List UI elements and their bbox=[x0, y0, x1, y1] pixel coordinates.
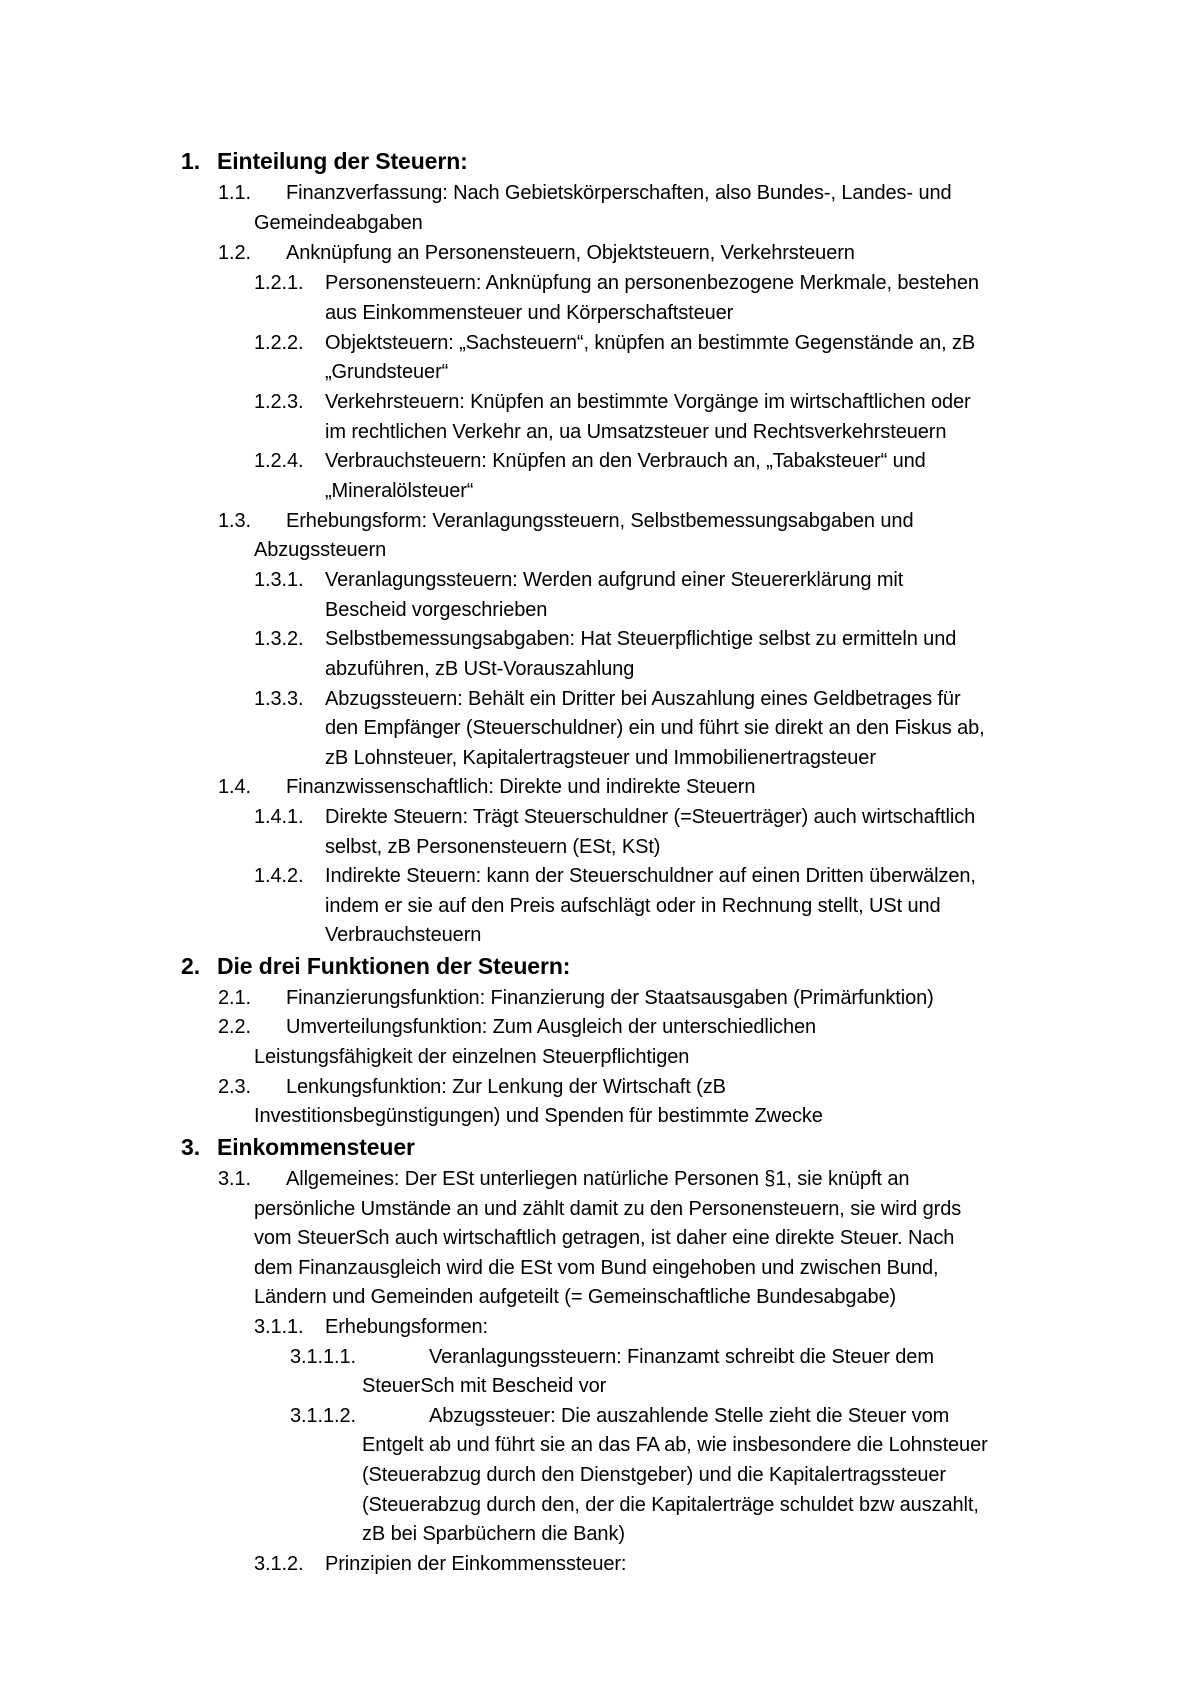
item-text: „Grundsteuer“ bbox=[325, 361, 449, 383]
item-number: 3.1.1.2. bbox=[290, 1405, 356, 1427]
item-number: 1.3.2. bbox=[254, 628, 304, 650]
item-text: Allgemeines: Der ESt unterliegen natürliche Personen §1, sie knüpft an bbox=[286, 1168, 910, 1190]
section-title: Die drei Funktionen der Steuern: bbox=[217, 953, 571, 979]
item-number: 1.3.3. bbox=[254, 688, 304, 710]
item-text: Bescheid vorgeschrieben bbox=[325, 599, 548, 621]
section-title: Einkommensteuer bbox=[217, 1134, 415, 1160]
item-text: Leistungsfähigkeit der einzelnen Steuerpflichtigen bbox=[254, 1046, 690, 1068]
item-text: Verbrauchsteuern bbox=[325, 924, 482, 946]
item-number: 1.4.1. bbox=[254, 806, 304, 828]
item-number: 3.1.1. bbox=[254, 1316, 304, 1338]
item-text: Investitionsbegünstigungen) und Spenden für bestimmte Zwecke bbox=[254, 1105, 823, 1127]
item-text: Finanzierungsfunktion: Finanzierung der Staatsausgaben (Primärfunktion) bbox=[286, 987, 934, 1009]
item-text: Abzugssteuer: Die auszahlende Stelle zieht die Steuer vom bbox=[429, 1405, 950, 1427]
item-text: vom SteuerSch auch wirtschaftlich getragen, ist daher eine direkte Steuer. Nach bbox=[254, 1227, 955, 1249]
section-number: 2. bbox=[181, 953, 200, 979]
item-text: zB bei Sparbüchern die Bank) bbox=[362, 1523, 625, 1545]
item-text: SteuerSch mit Bescheid vor bbox=[362, 1375, 607, 1397]
item-text: Abzugssteuern: Behält ein Dritter bei Auszahlung eines Geldbetrages für bbox=[325, 688, 961, 710]
item-text: Direkte Steuern: Trägt Steuerschuldner (=Steuerträger) auch wirtschaftlich bbox=[325, 806, 976, 828]
item-number: 1.2.2. bbox=[254, 332, 304, 354]
item-number: 3.1.2. bbox=[254, 1553, 304, 1575]
section-number: 1. bbox=[181, 148, 200, 174]
item-number: 3.1. bbox=[218, 1168, 251, 1190]
item-text: Ländern und Gemeinden aufgeteilt (= Gemeinschaftliche Bundesabgabe) bbox=[254, 1286, 897, 1308]
item-text: Objektsteuern: „Sachsteuern“, knüpfen an bestimmte Gegenstände an, zB bbox=[325, 332, 976, 354]
item-text: Entgelt ab und führt sie an das FA ab, wie insbesondere die Lohnsteuer bbox=[362, 1434, 988, 1456]
item-number: 1.4. bbox=[218, 776, 251, 798]
item-text: Personensteuern: Anknüpfung an personenbezogene Merkmale, bestehen bbox=[325, 272, 979, 294]
item-text: Umverteilungsfunktion: Zum Ausgleich der unterschiedlichen bbox=[286, 1016, 817, 1038]
item-text: Erhebungsform: Veranlagungssteuern, Selbstbemessungsabgaben und bbox=[286, 510, 914, 532]
item-text: indem er sie auf den Preis aufschlägt oder in Rechnung stellt, USt und bbox=[325, 895, 941, 917]
item-text: Erhebungsformen: bbox=[325, 1316, 488, 1338]
item-text: Anknüpfung an Personensteuern, Objektsteuern, Verkehrsteuern bbox=[286, 242, 855, 264]
item-number: 2.2. bbox=[218, 1016, 251, 1038]
item-text: Veranlagungssteuern: Finanzamt schreibt die Steuer dem bbox=[429, 1346, 934, 1368]
item-number: 1.2.1. bbox=[254, 272, 304, 294]
item-text: zB Lohnsteuer, Kapitalertragsteuer und Immobilienertragsteuer bbox=[325, 747, 876, 769]
item-text: selbst, zB Personensteuern (ESt, KSt) bbox=[325, 836, 661, 858]
item-text: Prinzipien der Einkommenssteuer: bbox=[325, 1553, 627, 1575]
item-text: aus Einkommensteuer und Körperschaftsteuer bbox=[325, 302, 734, 324]
item-number: 2.1. bbox=[218, 987, 251, 1009]
item-text: Abzugssteuern bbox=[254, 539, 387, 561]
item-text: den Empfänger (Steuerschuldner) ein und führt sie direkt an den Fiskus ab, bbox=[325, 717, 985, 739]
item-number: 3.1.1.1. bbox=[290, 1346, 356, 1368]
item-text: persönliche Umstände an und zählt damit zu den Personensteuern, sie wird grds bbox=[254, 1198, 962, 1220]
item-text: Veranlagungssteuern: Werden aufgrund einer Steuererklärung mit bbox=[325, 569, 904, 591]
item-text: (Steuerabzug durch den Dienstgeber) und die Kapitalertragssteuer bbox=[362, 1464, 946, 1486]
item-number: 1.2. bbox=[218, 242, 251, 264]
item-text: im rechtlichen Verkehr an, ua Umsatzsteuer und Rechtsverkehrsteuern bbox=[325, 421, 947, 443]
item-text: Verkehrsteuern: Knüpfen an bestimmte Vorgänge im wirtschaftlichen oder bbox=[325, 391, 971, 413]
item-text: Gemeindeabgaben bbox=[254, 212, 423, 234]
item-text: Indirekte Steuern: kann der Steuerschuldner auf einen Dritten überwälzen, bbox=[325, 865, 976, 887]
item-number: 1.3.1. bbox=[254, 569, 304, 591]
item-text: Finanzwissenschaftlich: Direkte und indirekte Steuern bbox=[286, 776, 756, 798]
item-number: 1.4.2. bbox=[254, 865, 304, 887]
item-number: 1.2.3. bbox=[254, 391, 304, 413]
item-text: „Mineralölsteuer“ bbox=[325, 480, 474, 502]
item-text: Selbstbemessungsabgaben: Hat Steuerpflichtige selbst zu ermitteln und bbox=[325, 628, 957, 650]
item-text: (Steuerabzug durch den, der die Kapitalerträge schuldet bzw auszahlt, bbox=[362, 1494, 979, 1516]
item-number: 1.2.4. bbox=[254, 450, 304, 472]
section-title: Einteilung der Steuern: bbox=[217, 148, 468, 174]
item-number: 2.3. bbox=[218, 1076, 251, 1098]
section-number: 3. bbox=[181, 1134, 200, 1160]
item-text: abzuführen, zB USt-Vorauszahlung bbox=[325, 658, 635, 680]
item-text: dem Finanzausgleich wird die ESt vom Bund eingehoben und zwischen Bund, bbox=[254, 1257, 939, 1279]
item-text: Verbrauchsteuern: Knüpfen an den Verbrauch an, „Tabaksteuer“ und bbox=[325, 450, 926, 472]
item-text: Lenkungsfunktion: Zur Lenkung der Wirtschaft (zB bbox=[286, 1076, 726, 1098]
item-number: 1.3. bbox=[218, 510, 251, 532]
item-text: Finanzverfassung: Nach Gebietskörperschaften, also Bundes-, Landes- und bbox=[286, 182, 952, 204]
item-number: 1.1. bbox=[218, 182, 251, 204]
